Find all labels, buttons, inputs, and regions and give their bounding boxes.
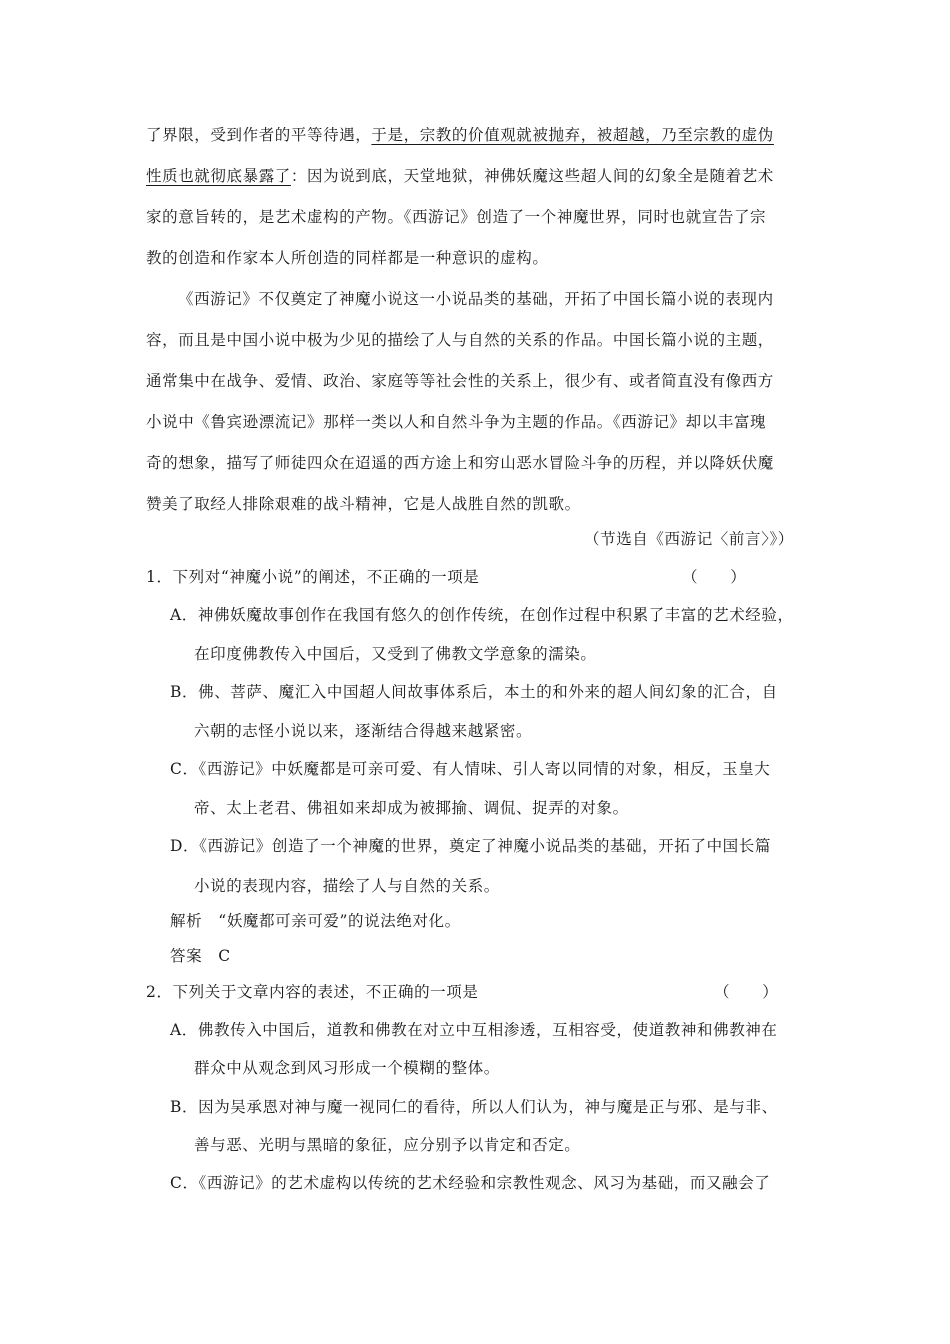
question-1-stem: 1．下列对“神魔小说”的阐述，不正确的一项是 <box>146 568 480 586</box>
source-citation: （节选自《西游记〈前言〉》） <box>584 530 794 548</box>
text-span: ：因为说到底，天堂地狱，神佛妖魔这些超人间的幻象全是随着艺术 <box>290 167 774 185</box>
option-c-cont: 帝、太上老君、佛祖如来却成为被揶揄、调侃、捉弄的对象。 <box>194 799 629 817</box>
question-2-stem: 2．下列关于文章内容的表述，不正确的一项是 <box>146 983 479 1001</box>
passage-line: 教的创造和作家本人所创造的同样都是一种意识的虚构。 <box>146 249 549 267</box>
passage-line: 容，而且是中国小说中极为少见的描绘了人与自然的关系的作品。中国长篇小说的主题， <box>146 331 774 349</box>
passage-line: 奇的想象，描写了师徒四众在迢遥的西方途上和穷山恶水冒险斗争的历程，并以降妖伏魔 <box>146 454 774 472</box>
question-1-blank: （ ） <box>682 568 747 586</box>
passage-line: 赞美了取经人排除艰难的战斗精神，它是人战胜自然的凯歌。 <box>146 495 581 513</box>
passage-line <box>146 125 774 145</box>
option-d-cont: 小说的表现内容，描绘了人与自然的关系。 <box>194 877 500 895</box>
passage-line: 《西游记》不仅奠定了神魔小说这一小说品类的基础，开拓了中国长篇小说的表现内 <box>178 290 774 308</box>
passage-line: 家的意旨转的，是艺术虚构的产物。《西游记》创造了一个神魔世界，同时也就宣告了宗 <box>146 208 767 226</box>
passage-line <box>146 166 774 186</box>
option-a: A．神佛妖魔故事创作在我国有悠久的创作传统，在创作过程中积累了丰富的艺术经验， <box>170 606 794 624</box>
question-2-blank: （ ） <box>714 983 779 1001</box>
option-b-cont: 六朝的志怪小说以来，逐渐结合得越来越紧密。 <box>194 722 533 740</box>
option-b-cont: 善与恶、光明与黑暗的象征，应分别予以肯定和否定。 <box>194 1136 581 1154</box>
option-a-cont: 群众中从观念到风习形成一个模糊的整体。 <box>194 1059 500 1077</box>
passage-line: 通常集中在战争、爱情、政治、家庭等等社会性的关系上，很少有、或者简直没有像西方 <box>146 372 774 390</box>
option-a-cont: 在印度佛教传入中国后，又受到了佛教文学意象的濡染。 <box>194 645 597 663</box>
answer-text: 答案 C <box>170 947 231 965</box>
underlined-text: 于是，宗教的价值观就被抛弃，被超越，乃至宗教的虚伪 <box>371 126 774 144</box>
option-c: C．《西游记》的艺术虚构以传统的艺术经验和宗教性观念、风习为基础，而又融会了 <box>170 1174 771 1192</box>
passage-line: 小说中《鲁宾逊漂流记》那样一类以人和自然斗争为主题的作品。《西游记》却以丰富瑰 <box>146 413 767 431</box>
text-span: 了界限，受到作者的平等待遇， <box>146 126 372 144</box>
underlined-text: 性质也就彻底暴露了 <box>146 167 291 185</box>
option-c: C．《西游记》中妖魔都是可亲可爱、有人情味、引人寄以同情的对象，相反，玉皇大 <box>170 760 771 778</box>
option-b: B．因为吴承恩对神与魔一视同仁的看待，所以人们认为，神与魔是正与邪、是与非、 <box>170 1098 778 1116</box>
option-d: D．《西游记》创造了一个神魔的世界，奠定了神魔小说品类的基础，开拓了中国长篇 <box>170 837 771 855</box>
option-b: B．佛、菩萨、魔汇入中国超人间故事体系后，本土的和外来的超人间幻象的汇合，自 <box>170 683 778 701</box>
option-a: A．佛教传入中国后，道教和佛教在对立中互相渗透，互相容受，使道教神和佛教神在 <box>170 1021 778 1039</box>
analysis-text: 解析 “妖魔都可亲可爱”的说法绝对化。 <box>170 912 461 930</box>
